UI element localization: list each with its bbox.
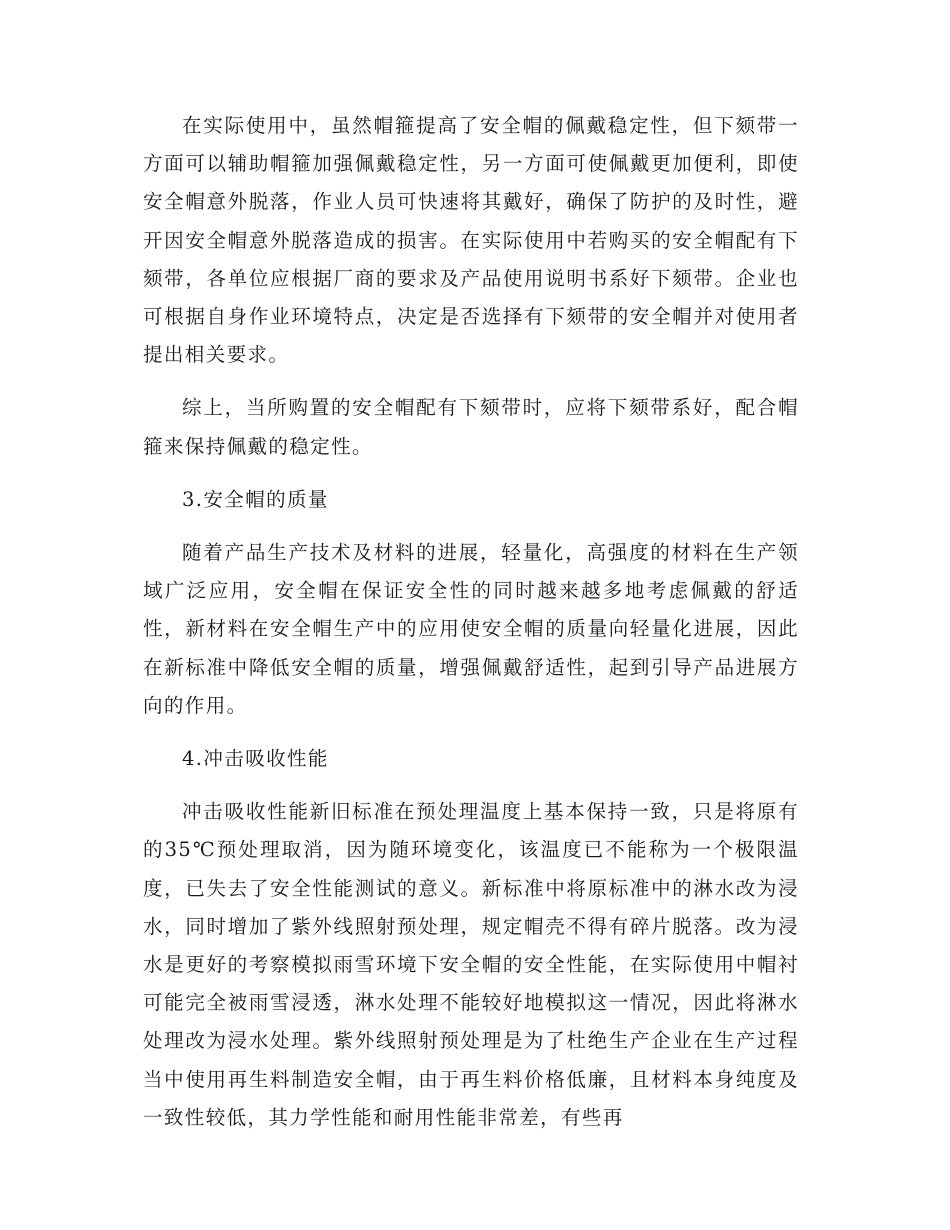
paragraph-chin-strap-usage: 在实际使用中，虽然帽箍提高了安全帽的佩戴稳定性，但下颏带一方面可以辅助帽箍加强佩戴稳定性，另一方面可使佩戴更加便利，即使安全帽意外脱落，作业人员可快速将其戴好，确保了防护的及时性，避开因安全帽意外脱落造成的损害。在实际使用中若购买的安全帽配有下颏带，各单位应根据厂商的要求及产品使用说明书系好下颏带。企业也可根据自身作业环境特点，决定是否选择有下颏带的安全帽并对使用者提出相关要求。 bbox=[143, 114, 799, 367]
paragraph-impact-absorption: 冲击吸收性能新旧标准在预处理温度上基本保持一致，只是将原有的35℃预处理取消，因为随环境变化，该温度已不能称为一个极限温度，已失去了安全性能测试的意义。新标准中将原标准中的淋水改为浸水，同时增加了紫外线照射预处理，规定帽壳不得有碎片脱落。改为浸水是更好的考察模拟雨雪环境下安全帽的安全性能，在实际使用中帽衬可能完全被雨雪浸透，淋水处理不能较好地模拟这一情况，因此将淋水处理改为浸水处理。紫外线照射预处理是为了杜绝生产企业在生产过程当中使用再生料制造安全帽，由于再生料价格低廉，且材料本身纯度及一致性较低，其力学性能和耐用性能非常差，有些再 bbox=[143, 800, 799, 1129]
paragraph-summary: 综上，当所购置的安全帽配有下颏带时，应将下颏带系好，配合帽箍来保持佩戴的稳定性。 bbox=[143, 396, 799, 458]
section-heading-impact-absorption: 4.冲击吸收性能 bbox=[182, 747, 329, 771]
section-heading-helmet-mass: 3.安全帽的质量 bbox=[182, 487, 329, 511]
document-body bbox=[143, 107, 799, 1137]
paragraph-helmet-mass: 随着产品生产技术及材料的进展，轻量化，高强度的材料在生产领域广泛应用，安全帽在保证安全性的同时越来越多地考虑佩戴的舒适性，新材料在安全帽生产中的应用使安全帽的质量向轻量化进展，因此在新标准中降低安全帽的质量，增强佩戴舒适性，起到引导产品进展方向的作用。 bbox=[143, 541, 799, 717]
